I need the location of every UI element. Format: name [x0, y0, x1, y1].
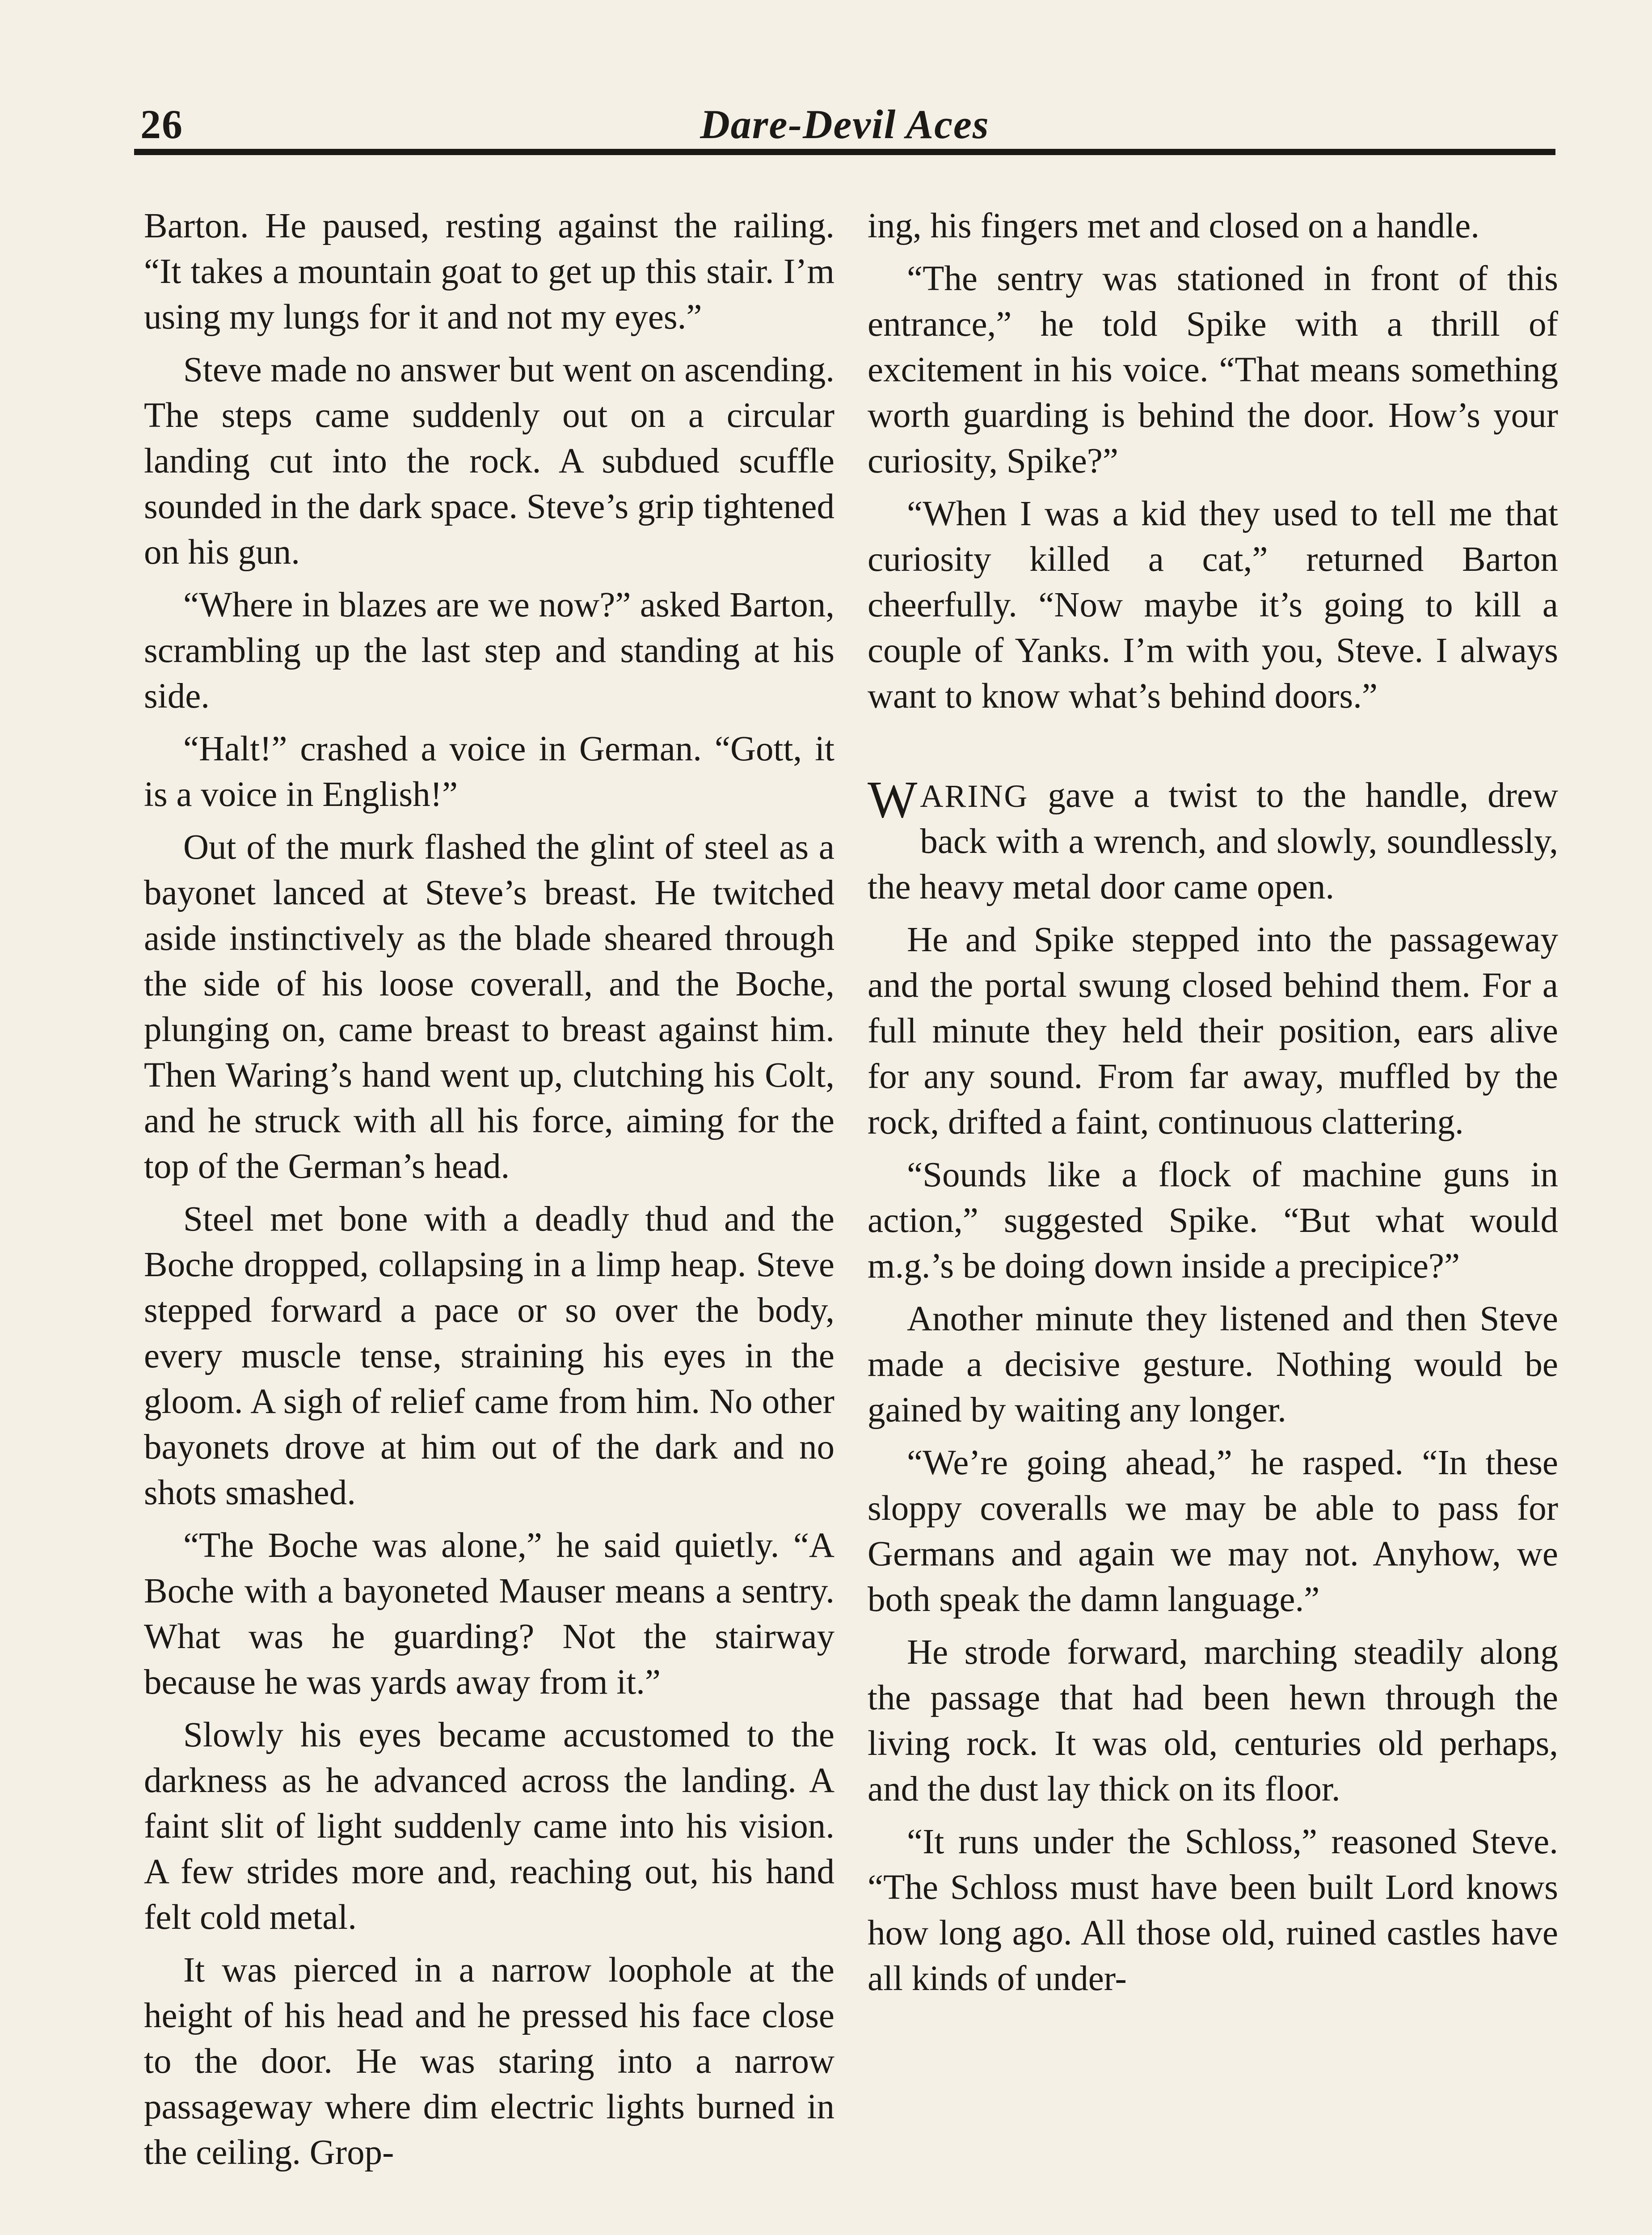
- left-column: [144, 203, 834, 2183]
- paragraph: Barton. He paused, resting against the railing. “It takes a mountain goat to get up this stair. I’m using my lungs for it and not my eyes.”: [144, 207, 834, 337]
- paragraph: Steel met bone with a deadly thud and the Boche dropped, collapsing in a limp heap. Steve stepped forward a pace or so over the body, every muscle tense, straining his eyes in the gloom. A sigh of relief came from him. No other bayonets drove at him out of the dark and no shots smashed.: [144, 1200, 834, 1512]
- page-number: 26: [140, 101, 183, 147]
- paragraph: “Halt!” crashed a voice in German. “Gott, it is a voice in English!”: [144, 730, 834, 814]
- paragraph: Slowly his eyes became accustomed to the darkness as he advanced across the landing. A faint slit of light suddenly came into his vision. A few strides more and, reaching out, his hand felt cold metal.: [144, 1716, 834, 1937]
- section-opening-paragraph: [868, 770, 1559, 910]
- paragraph: “Sounds like a flock of machine guns in action,” suggested Spike. “But what would m.g.’s be doing down inside a precipice?”: [868, 1155, 1558, 1286]
- paragraph: “The sentry was stationed in front of this entrance,” he told Spike with a thrill of excitement in his voice. “That means something worth guarding is behind the door. How’s your curiosity, Spike?”: [868, 259, 1558, 481]
- paragraph: Out of the murk flashed the glint of steel as a bayonet lanced at Steve’s breast. He twitched aside instinctively as the blade sheared through the side of his loose coverall, and the Boche, plunging on, came breast to breast against him. Then Waring’s hand went up, clutching his Colt, and he struck with all his force, aiming for the top of the German’s head.: [144, 828, 834, 1186]
- drop-cap: W: [868, 770, 918, 829]
- right-column: [868, 203, 1558, 2009]
- paragraph: He and Spike stepped into the passageway and the portal swung closed behind them. For a full minute they held their position, ears alive for any sound. From far away, muffled by the rock, drifted a faint, continuous clattering.: [868, 920, 1558, 1142]
- paragraph-text: gave a twist to the handle, drew back with a wrench, and slowly, soundlessly, the heavy metal door came open.: [868, 776, 1559, 907]
- paragraph: “Where in blazes are we now?” asked Barton, scrambling up the last step and standing at his side.: [144, 586, 834, 716]
- paragraph: “It runs under the Schloss,” reasoned Steve. “The Schloss must have been built Lord knows how long ago. All those old, ruined castles have all kinds of under-: [868, 1822, 1558, 1998]
- paragraph: ing, his fingers met and closed on a handle.: [868, 207, 1479, 245]
- paragraph: He strode forward, marching steadily along the passage that had been hewn through the living rock. It was old, centuries old perhaps, and the dust lay thick on its floor.: [868, 1633, 1558, 1809]
- page-header: [134, 96, 1555, 159]
- paragraph: “We’re going ahead,” he rasped. “In these sloppy coveralls we may be able to pass for Germans and again we may not. Anyhow, we both speak the damn language.”: [868, 1443, 1558, 1619]
- paragraph: Another minute they listened and then Steve made a decisive gesture. Nothing would be gained by waiting any longer.: [868, 1299, 1558, 1430]
- paragraph: “The Boche was alone,” he said quietly. “A Boche with a bayoneted Mauser means a sentry. What was he guarding? Not the stairway because he was yards away from it.”: [144, 1526, 834, 1702]
- header-rule: [134, 149, 1555, 155]
- paragraph: It was pierced in a narrow loophole at the height of his head and he pressed his face close to the door. He was staring into a narrow passageway where dim electric lights burned in the ceiling. Grop-: [144, 1951, 834, 2172]
- paragraph: Steve made no answer but went on ascending. The steps came suddenly out on a circular landing cut into the rock. A subdued scuffle sounded in the dark space. Steve’s grip tightened on his gun.: [144, 350, 834, 572]
- small-caps-lead: ARING: [920, 778, 1029, 814]
- running-title: Dare-Devil Aces: [700, 101, 990, 147]
- paragraph: “When I was a kid they used to tell me that curiosity killed a cat,” returned Barton cheerfully. “Now maybe it’s going to kill a couple of Yanks. I’m with you, Steve. I always want to know what’s behind doors.”: [868, 494, 1558, 716]
